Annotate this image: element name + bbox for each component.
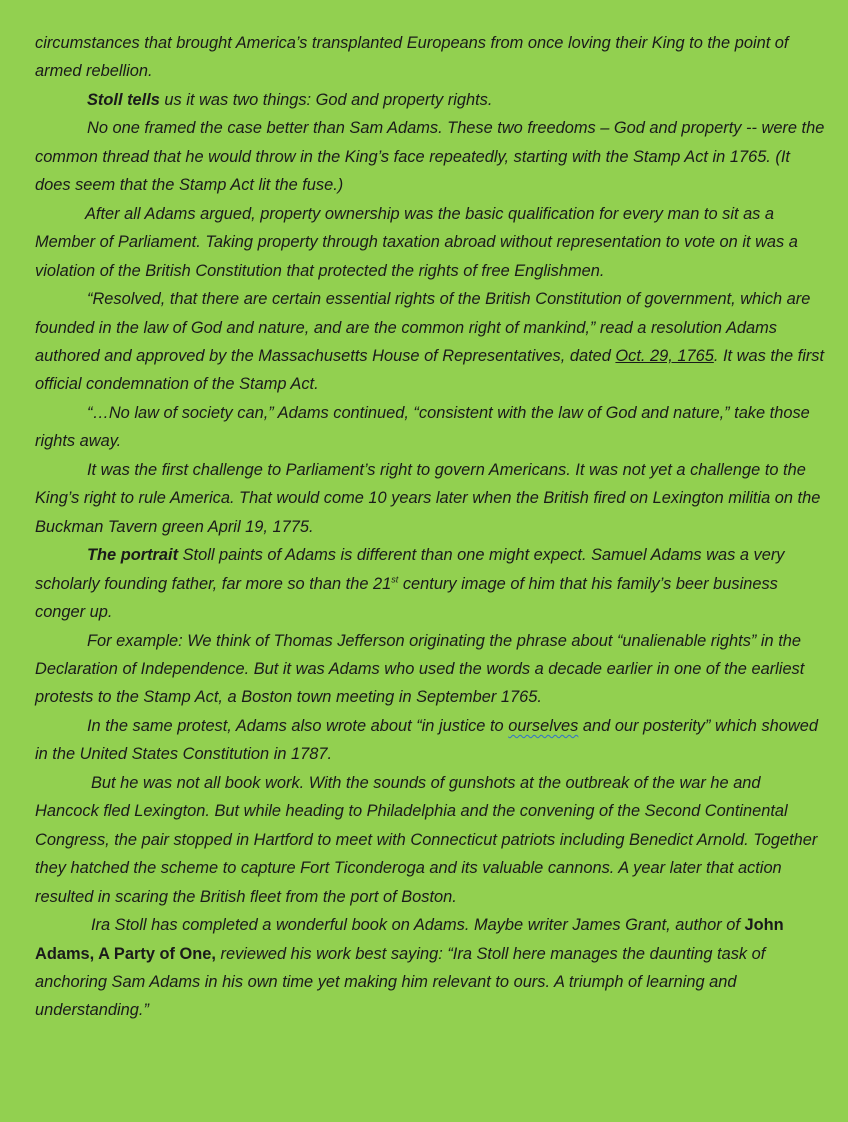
paragraph-6: “…No law of society can,” Adams continued, “consistent with the law of God and nature,” take those rights away.: [35, 403, 810, 451]
paragraph-7: It was the first challenge to Parliament’s right to govern Americans. It was not yet a challenge to the King’s right to rule America. That would come 10 years later when the British fired on Lexington militia on the Buckman Tavern green April 19, 1775.: [35, 460, 821, 536]
paragraph-4: After all Adams argued, property ownership was the basic qualification for every man to sit as a Member of Parliament. Taking property through taxation abroad without representation to vote on it was a violation of the British Constitution that protected the rights of free Englishmen.: [35, 204, 798, 280]
ordinal-superscript: st: [391, 574, 399, 585]
paragraph-10-tail: and our posterity” which showed in the United States Constitution in 1787.: [35, 716, 818, 764]
paragraph-8-text: Stoll paints of Adams is different than one might expect. Samuel Adams was a very scholarly founding father, far more so than the 21: [35, 546, 785, 593]
paragraph-2-text: us it was two things: God and property rights.: [159, 90, 493, 109]
paragraph-11: But he was not all book work. With the sounds of gunshots at the outbreak of the war he and Hancock fled Lexington. But while heading to Philadelphia and the convening of the Second Continental Congress, the pair stopped in Hartford to meet with Connecticut patriots including Benedict Arnold. Together they hatched the scheme to capture Fort Ticonderoga and its valuable cannons. A year later that action resulted in scaring the British fleet from the port of Boston.: [35, 773, 818, 906]
paragraph-10: [35, 712, 828, 769]
resolution-date: Oct. 29, 1765: [615, 346, 714, 365]
lead-the-portrait: The portrait: [87, 546, 179, 565]
paragraph-2: [35, 86, 828, 114]
lead-stoll-tells: Stoll tells: [87, 90, 160, 109]
book-title: John Adams, A Party of One,: [35, 916, 784, 963]
paragraph-9: For example: We think of Thomas Jefferson originating the phrase about “unalienable rights” in the Declaration of Independence. But it was Adams who used the words a decade earlier in one of the earliest protests to the Stamp Act, a Boston town meeting in September 1765.: [35, 631, 805, 707]
paragraph-5-tail: . It was the first official condemnation of the Stamp Act.: [35, 346, 825, 394]
paragraph-5: [35, 285, 828, 399]
paragraph-1: circumstances that brought America’s transplanted Europeans from once loving their King to the point of armed rebellion.: [35, 34, 789, 81]
paragraph-5-text: “Resolved, that there are certain essential rights of the British Constitution of government, which are founded in the law of God and nature, and are the common right of mankind,” read a resolution Adams authored and approved by the Massachusetts House of Representatives, dated: [35, 290, 811, 365]
paragraph-10-text: In the same protest, Adams also wrote about “in justice to: [87, 716, 509, 735]
paragraph-3: No one framed the case better than Sam Adams. These two freedoms – God and property -- were the common thread that he would throw in the King’s face repeatedly, starting with the Stamp Act in 1765. (It does seem that the Stamp Act lit the fuse.): [35, 119, 825, 195]
paragraph-8: [35, 541, 828, 626]
paragraph-12-tail: reviewed his work best saying: “Ira Stoll here manages the daunting task of anchoring Sam Adams in his own time yet making him relevant to ours. A triumph of learning and understanding.”: [35, 944, 766, 1020]
paragraph-12: [35, 911, 828, 1025]
paragraph-12-text: Ira Stoll has completed a wonderful book on Adams. Maybe writer James Grant, author of: [91, 916, 745, 935]
spellcheck-flagged-word: ourselves: [508, 716, 579, 735]
paragraph-8-tail: century image of him that his family’s beer business conger up.: [35, 574, 778, 622]
